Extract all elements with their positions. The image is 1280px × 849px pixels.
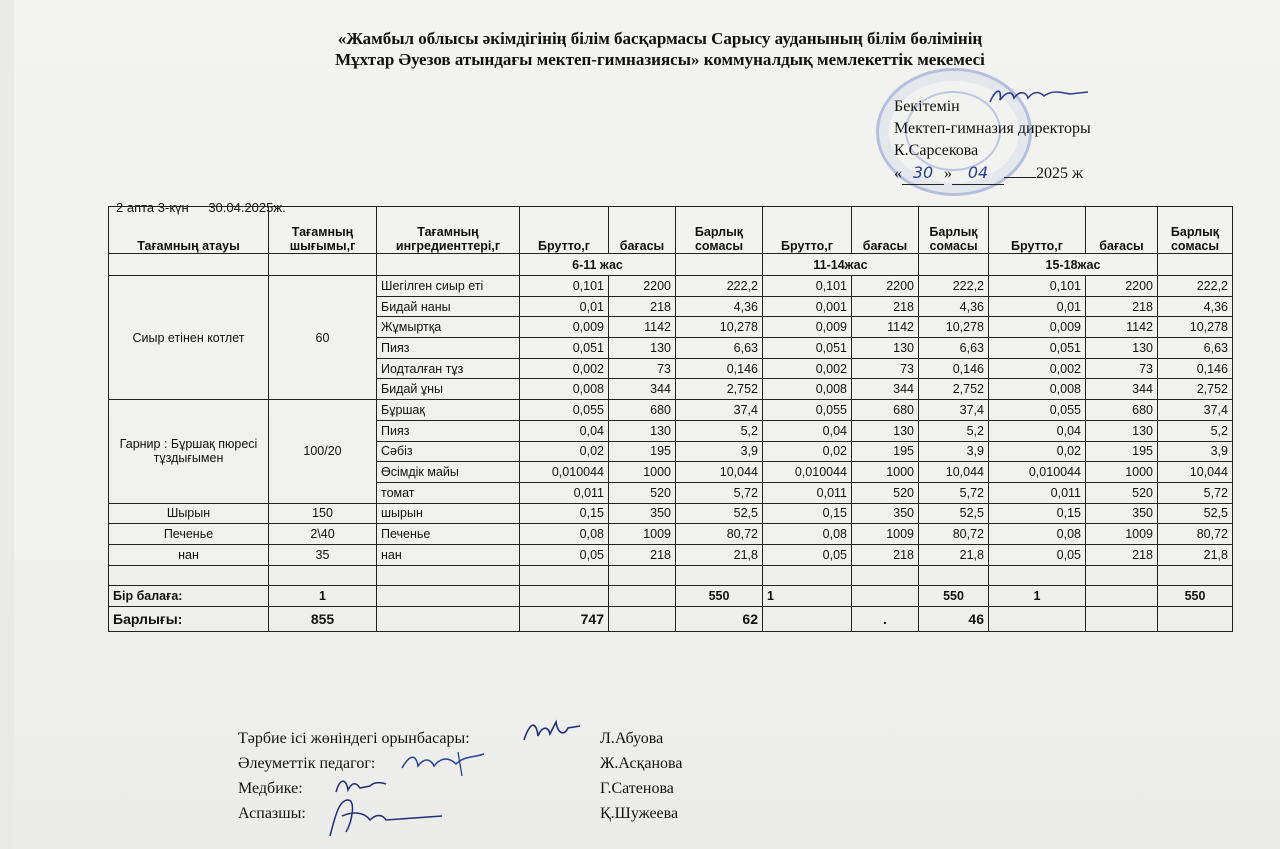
ingredient-value: 0,008 bbox=[989, 379, 1086, 400]
ingredient-value: 0,055 bbox=[763, 400, 852, 421]
ingredient-value: 1000 bbox=[1086, 462, 1158, 483]
header-cell: бағасы bbox=[1086, 207, 1158, 254]
ingredient-value: 4,36 bbox=[676, 296, 763, 317]
menu-table-body bbox=[109, 276, 1233, 566]
per-child-sum-2: 550 bbox=[919, 586, 989, 607]
ingredient-value: 680 bbox=[609, 400, 676, 421]
dish-yield: 2\40 bbox=[269, 524, 377, 545]
per-child-sum-3: 550 bbox=[1158, 586, 1233, 607]
ingredient-name: Иодталған тұз bbox=[377, 358, 520, 379]
ingredient-value: 130 bbox=[1086, 420, 1158, 441]
ingredient-value: 130 bbox=[609, 338, 676, 359]
header-cell: Брутто,г bbox=[763, 207, 852, 254]
per-child-row bbox=[109, 586, 1233, 607]
ingredient-value: 4,36 bbox=[1158, 296, 1233, 317]
ingredient-value: 130 bbox=[852, 338, 919, 359]
approval-block bbox=[894, 96, 1091, 185]
title-line-2: Мұхтар Әуезов атындағы мектеп-гимназиясы» коммуналдық мемлекеттік мекемесі bbox=[335, 50, 985, 69]
ingredient-value: 2,752 bbox=[676, 379, 763, 400]
ingredient-value: 73 bbox=[1086, 358, 1158, 379]
ingredient-value: 218 bbox=[1086, 544, 1158, 565]
ingredient-value: 218 bbox=[1086, 296, 1158, 317]
ingredient-value: 2200 bbox=[1086, 276, 1158, 297]
header-cell: Брутто,г bbox=[520, 207, 609, 254]
total-value-2: 747 bbox=[520, 607, 609, 632]
signature-role: Әлеуметтік педагог: bbox=[238, 755, 376, 772]
ingredient-value: 0,02 bbox=[520, 441, 609, 462]
ingredient-value: 0,010044 bbox=[520, 462, 609, 483]
ingredient-value: 6,63 bbox=[919, 338, 989, 359]
ingredient-value: 344 bbox=[609, 379, 676, 400]
ingredient-value: 1009 bbox=[852, 524, 919, 545]
ingredient-value: 52,5 bbox=[676, 503, 763, 524]
ingredient-value: 10,044 bbox=[676, 462, 763, 483]
ingredient-value: 0,009 bbox=[520, 317, 609, 338]
ingredient-name: Жұмыртқа bbox=[377, 317, 520, 338]
ingredient-name: томат bbox=[377, 482, 520, 503]
dish-name: Печенье bbox=[109, 524, 269, 545]
dish-name: нан bbox=[109, 544, 269, 565]
ingredient-value: 520 bbox=[1086, 482, 1158, 503]
ingredient-row bbox=[109, 503, 1233, 524]
ingredient-value: 5,72 bbox=[919, 482, 989, 503]
ingredient-value: 6,63 bbox=[676, 338, 763, 359]
ingredient-value: 0,08 bbox=[989, 524, 1086, 545]
ingredient-value: 2200 bbox=[609, 276, 676, 297]
ingredient-value: 0,008 bbox=[520, 379, 609, 400]
ingredient-row bbox=[109, 544, 1233, 565]
age-group-row bbox=[109, 254, 1233, 276]
ingredient-value: 195 bbox=[852, 441, 919, 462]
ingredient-value: 0,04 bbox=[520, 420, 609, 441]
ingredient-value: 73 bbox=[609, 358, 676, 379]
week-day: 2 апта 3-күн bbox=[116, 200, 189, 215]
header-cell: Брутто,г bbox=[989, 207, 1086, 254]
ingredient-name: шырын bbox=[377, 503, 520, 524]
ingredient-value: 0,146 bbox=[1158, 358, 1233, 379]
title-line-1: «Жамбыл облысы әкімдігінің білім басқармасы Сарысу ауданының білім бөлімінің bbox=[337, 29, 983, 48]
ingredient-value: 520 bbox=[609, 482, 676, 503]
ingredient-value: 37,4 bbox=[676, 400, 763, 421]
ingredient-value: 0,08 bbox=[763, 524, 852, 545]
ingredient-value: 0,011 bbox=[763, 482, 852, 503]
ingredient-value: 0,002 bbox=[520, 358, 609, 379]
ingredient-value: 4,36 bbox=[919, 296, 989, 317]
ingredient-value: 1142 bbox=[1086, 317, 1158, 338]
signature-name: Қ.Шужеева bbox=[600, 805, 679, 822]
ingredient-value: 5,2 bbox=[919, 420, 989, 441]
ingredient-value: 0,011 bbox=[520, 482, 609, 503]
ingredient-value: 0,146 bbox=[676, 358, 763, 379]
header-cell: бағасы bbox=[852, 207, 919, 254]
dish-name: Гарнир : Бұршақ пюресі тұздығымен bbox=[109, 400, 269, 503]
dish-name: Шырын bbox=[109, 503, 269, 524]
ingredient-value: 0,146 bbox=[919, 358, 989, 379]
total-value-3: 62 bbox=[676, 607, 763, 632]
date-close-quote: » bbox=[944, 165, 952, 182]
ingredient-value: 0,010044 bbox=[763, 462, 852, 483]
ingredient-value: 680 bbox=[1086, 400, 1158, 421]
ingredient-row bbox=[109, 276, 1233, 297]
per-child-count: 1 bbox=[269, 586, 377, 607]
ingredient-row bbox=[109, 400, 1233, 421]
ingredient-value: 0,051 bbox=[520, 338, 609, 359]
header-cell: Тағамның ингредиенттері,г bbox=[377, 207, 520, 254]
ingredient-value: 10,278 bbox=[919, 317, 989, 338]
date-year: 2025 ж bbox=[1036, 165, 1084, 182]
signature-mark-4 bbox=[322, 792, 446, 840]
dish-yield: 60 bbox=[269, 276, 377, 400]
ingredient-value: 80,72 bbox=[919, 524, 989, 545]
ingredient-value: 0,001 bbox=[763, 296, 852, 317]
ingredient-value: 350 bbox=[609, 503, 676, 524]
ingredient-name: Өсімдік майы bbox=[377, 462, 520, 483]
table-header-row bbox=[109, 207, 1233, 254]
ingredient-value: 2,752 bbox=[1158, 379, 1233, 400]
per-child-sum-1: 550 bbox=[676, 586, 763, 607]
header-cell: Барлық сомасы bbox=[919, 207, 989, 254]
ingredient-value: 3,9 bbox=[676, 441, 763, 462]
signature-role: Медбике: bbox=[238, 780, 303, 797]
ingredient-value: 0,05 bbox=[520, 544, 609, 565]
dish-name: Сиыр етінен котлет bbox=[109, 276, 269, 400]
ingredient-value: 1000 bbox=[609, 462, 676, 483]
ingredient-name: Бидай наны bbox=[377, 296, 520, 317]
total-value-1: 855 bbox=[269, 607, 377, 632]
ingredient-value: 344 bbox=[852, 379, 919, 400]
date-open-quote: « bbox=[894, 165, 902, 182]
signature-name: Ж.Асқанова bbox=[600, 755, 683, 772]
total-row bbox=[109, 607, 1233, 632]
ingredient-value: 0,01 bbox=[989, 296, 1086, 317]
per-child-label: Бір балаға: bbox=[109, 586, 269, 607]
per-child-count-2: 1 bbox=[763, 586, 852, 607]
ingredient-value: 0,04 bbox=[989, 420, 1086, 441]
ingredient-value: 37,4 bbox=[1158, 400, 1233, 421]
age-group-6-11: 6-11 жас bbox=[520, 254, 676, 276]
ingredient-value: 1009 bbox=[1086, 524, 1158, 545]
ingredient-value: 0,15 bbox=[763, 503, 852, 524]
total-label: Барлығы: bbox=[109, 607, 269, 632]
ingredient-value: 130 bbox=[852, 420, 919, 441]
header-cell: Тағамның атауы bbox=[109, 207, 269, 254]
dish-yield: 100/20 bbox=[269, 400, 377, 503]
dish-yield: 35 bbox=[269, 544, 377, 565]
ingredient-value: 10,044 bbox=[1158, 462, 1233, 483]
ingredient-value: 0,002 bbox=[989, 358, 1086, 379]
ingredient-value: 0,101 bbox=[989, 276, 1086, 297]
ingredient-value: 222,2 bbox=[1158, 276, 1233, 297]
ingredient-value: 5,2 bbox=[1158, 420, 1233, 441]
age-group-15-18: 15-18жас bbox=[989, 254, 1158, 276]
ingredient-value: 21,8 bbox=[676, 544, 763, 565]
ingredient-value: 0,051 bbox=[989, 338, 1086, 359]
ingredient-value: 520 bbox=[852, 482, 919, 503]
empty-row bbox=[109, 565, 1233, 586]
header-cell: бағасы bbox=[609, 207, 676, 254]
approve-label: Бекітемін bbox=[894, 98, 960, 115]
document-title bbox=[0, 28, 1280, 70]
ingredient-value: 0,009 bbox=[989, 317, 1086, 338]
ingredient-value: 0,15 bbox=[989, 503, 1086, 524]
ingredient-value: 1142 bbox=[609, 317, 676, 338]
approve-name: К.Сарсекова bbox=[894, 142, 979, 159]
ingredient-value: 0,011 bbox=[989, 482, 1086, 503]
date-month: 04 bbox=[952, 162, 1004, 185]
ingredient-value: 222,2 bbox=[676, 276, 763, 297]
ingredient-value: 0,008 bbox=[763, 379, 852, 400]
ingredient-value: 0,010044 bbox=[989, 462, 1086, 483]
ingredient-value: 218 bbox=[852, 544, 919, 565]
ingredient-value: 0,002 bbox=[763, 358, 852, 379]
ingredient-value: 10,044 bbox=[919, 462, 989, 483]
ingredient-name: Сәбіз bbox=[377, 441, 520, 462]
total-value-4: 46 bbox=[919, 607, 989, 632]
header-cell: Тағамның шығымы,г bbox=[269, 207, 377, 254]
signature-mark-2 bbox=[398, 748, 490, 780]
ingredient-row bbox=[109, 524, 1233, 545]
ingredient-value: 1000 bbox=[852, 462, 919, 483]
ingredient-name: Бұршақ bbox=[377, 400, 520, 421]
ingredient-value: 222,2 bbox=[919, 276, 989, 297]
ingredient-value: 52,5 bbox=[1158, 503, 1233, 524]
signature-name: Г.Сатенова bbox=[600, 780, 674, 797]
ingredient-value: 21,8 bbox=[919, 544, 989, 565]
ingredient-value: 344 bbox=[1086, 379, 1158, 400]
ingredient-value: 0,101 bbox=[520, 276, 609, 297]
ingredient-value: 680 bbox=[852, 400, 919, 421]
ingredient-value: 350 bbox=[852, 503, 919, 524]
per-child-count-3: 1 bbox=[989, 586, 1086, 607]
ingredient-value: 0,05 bbox=[989, 544, 1086, 565]
ingredient-value: 218 bbox=[609, 544, 676, 565]
ingredient-value: 0,01 bbox=[520, 296, 609, 317]
ingredient-value: 195 bbox=[609, 441, 676, 462]
ingredient-value: 0,02 bbox=[989, 441, 1086, 462]
ingredient-value: 0,05 bbox=[763, 544, 852, 565]
ingredient-name: Пияз bbox=[377, 338, 520, 359]
signature-name: Л.Абуова bbox=[600, 730, 664, 747]
ingredient-name: нан bbox=[377, 544, 520, 565]
ingredient-value: 0,051 bbox=[763, 338, 852, 359]
age-group-11-14: 11-14жас bbox=[763, 254, 919, 276]
ingredient-name: Пияз bbox=[377, 420, 520, 441]
ingredient-name: Бидай ұны bbox=[377, 379, 520, 400]
ingredient-value: 10,278 bbox=[1158, 317, 1233, 338]
menu-date: 30.04.2025ж. bbox=[208, 200, 286, 215]
ingredient-value: 80,72 bbox=[1158, 524, 1233, 545]
ingredient-value: 10,278 bbox=[676, 317, 763, 338]
menu-table bbox=[108, 206, 1233, 632]
dish-yield: 150 bbox=[269, 503, 377, 524]
ingredient-value: 218 bbox=[609, 296, 676, 317]
ingredient-value: 195 bbox=[1086, 441, 1158, 462]
ingredient-value: 5,72 bbox=[1158, 482, 1233, 503]
ingredient-value: 2,752 bbox=[919, 379, 989, 400]
approve-date bbox=[894, 162, 1091, 185]
total-dot: . bbox=[852, 607, 919, 632]
ingredient-value: 3,9 bbox=[919, 441, 989, 462]
ingredient-name: Шегілген сиыр еті bbox=[377, 276, 520, 297]
ingredient-value: 1009 bbox=[609, 524, 676, 545]
ingredient-value: 350 bbox=[1086, 503, 1158, 524]
ingredient-value: 52,5 bbox=[919, 503, 989, 524]
ingredient-value: 0,055 bbox=[520, 400, 609, 421]
header-cell: Барлық сомасы bbox=[1158, 207, 1233, 254]
ingredient-value: 130 bbox=[1086, 338, 1158, 359]
ingredient-value: 0,009 bbox=[763, 317, 852, 338]
ingredient-value: 0,15 bbox=[520, 503, 609, 524]
ingredient-value: 0,08 bbox=[520, 524, 609, 545]
ingredient-value: 0,02 bbox=[763, 441, 852, 462]
date-day: 30 bbox=[902, 162, 944, 185]
ingredient-value: 80,72 bbox=[676, 524, 763, 545]
ingredient-value: 0,04 bbox=[763, 420, 852, 441]
ingredient-value: 5,72 bbox=[676, 482, 763, 503]
ingredient-value: 2200 bbox=[852, 276, 919, 297]
approve-position: Мектеп-гимназия директоры bbox=[894, 120, 1091, 137]
ingredient-value: 3,9 bbox=[1158, 441, 1233, 462]
signature-mark-1 bbox=[520, 716, 584, 746]
ingredient-value: 0,055 bbox=[989, 400, 1086, 421]
ingredient-value: 130 bbox=[609, 420, 676, 441]
ingredient-value: 6,63 bbox=[1158, 338, 1233, 359]
ingredient-value: 21,8 bbox=[1158, 544, 1233, 565]
signature-role: Аспазшы: bbox=[238, 805, 306, 822]
ingredient-value: 73 bbox=[852, 358, 919, 379]
ingredient-value: 1142 bbox=[852, 317, 919, 338]
ingredient-value: 218 bbox=[852, 296, 919, 317]
header-cell: Барлық сомасы bbox=[676, 207, 763, 254]
ingredient-value: 5,2 bbox=[676, 420, 763, 441]
signature-role: Тәрбие ісі жөніндегі орынбасары: bbox=[238, 730, 470, 747]
ingredient-name: Печенье bbox=[377, 524, 520, 545]
ingredient-value: 0,101 bbox=[763, 276, 852, 297]
ingredient-value: 37,4 bbox=[919, 400, 989, 421]
